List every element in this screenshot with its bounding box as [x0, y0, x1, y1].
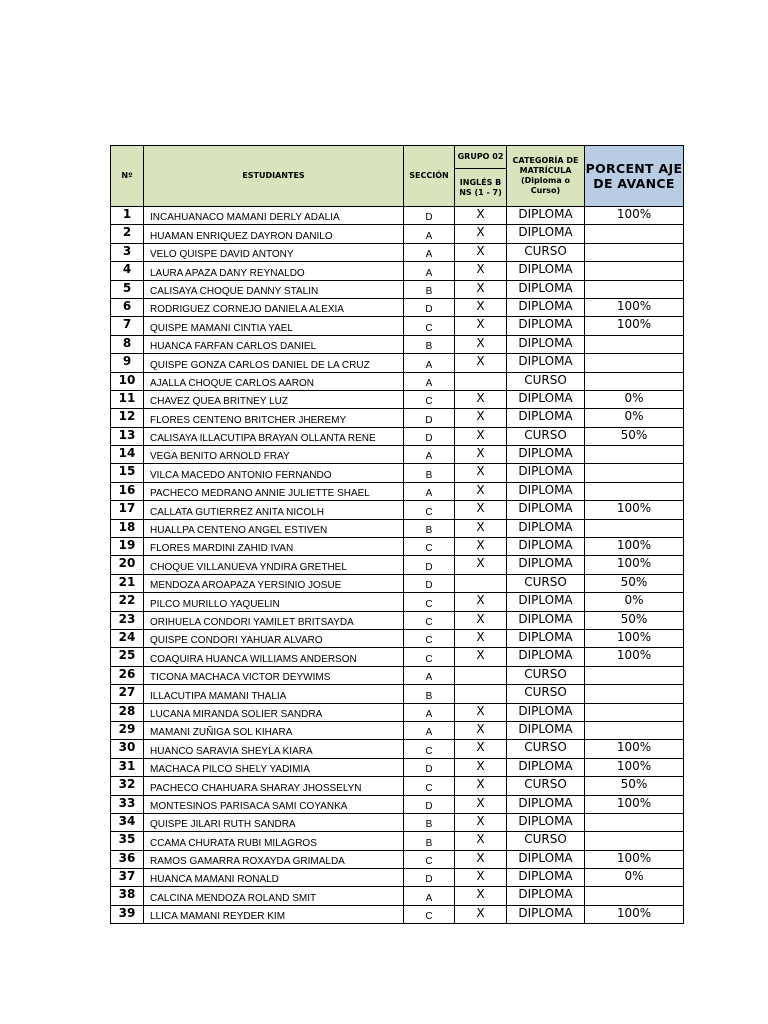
section-cell: A [404, 243, 455, 261]
student-name: PACHECO MEDRANO ANNIE JULIETTE SHAEL [144, 482, 404, 500]
section-cell: D [404, 409, 455, 427]
row-number: 25 [111, 648, 144, 666]
category-cell: DIPLOMA [507, 795, 585, 813]
section-cell: C [404, 501, 455, 519]
row-number: 6 [111, 298, 144, 316]
progress-percent: 100% [585, 795, 684, 813]
row-number: 2 [111, 225, 144, 243]
row-number: 37 [111, 869, 144, 887]
category-cell: DIPLOMA [507, 629, 585, 647]
progress-percent: 100% [585, 629, 684, 647]
progress-percent [585, 813, 684, 831]
group-mark: X [455, 482, 507, 500]
student-name: CALISAYA CHOQUE DANNY STALIN [144, 280, 404, 298]
row-number: 5 [111, 280, 144, 298]
section-cell: C [404, 850, 455, 868]
category-cell: CURSO [507, 427, 585, 445]
table-row [111, 354, 684, 372]
group-mark: X [455, 556, 507, 574]
student-name: CALISAYA ILLACUTIPA BRAYAN OLLANTA RENE [144, 427, 404, 445]
row-number: 34 [111, 813, 144, 831]
section-cell: B [404, 685, 455, 703]
table-row [111, 869, 684, 887]
section-cell: C [404, 777, 455, 795]
progress-percent [585, 832, 684, 850]
section-cell: B [404, 813, 455, 831]
student-name: COAQUIRA HUANCA WILLIAMS ANDERSON [144, 648, 404, 666]
progress-percent: 100% [585, 538, 684, 556]
section-cell: A [404, 262, 455, 280]
group-mark: X [455, 409, 507, 427]
category-cell: DIPLOMA [507, 464, 585, 482]
category-cell: DIPLOMA [507, 207, 585, 225]
table-row [111, 813, 684, 831]
group-mark: X [455, 262, 507, 280]
section-cell: A [404, 446, 455, 464]
table-row [111, 721, 684, 739]
category-cell: DIPLOMA [507, 758, 585, 776]
table-row [111, 538, 684, 556]
section-cell: D [404, 795, 455, 813]
category-cell: DIPLOMA [507, 556, 585, 574]
group-mark: X [455, 758, 507, 776]
progress-percent: 0% [585, 390, 684, 408]
category-cell: CURSO [507, 666, 585, 684]
student-name: QUISPE JILARI RUTH SANDRA [144, 813, 404, 831]
section-cell: C [404, 538, 455, 556]
category-cell: DIPLOMA [507, 262, 585, 280]
table-row [111, 464, 684, 482]
section-cell: C [404, 611, 455, 629]
progress-percent: 50% [585, 611, 684, 629]
row-number: 3 [111, 243, 144, 261]
row-number: 13 [111, 427, 144, 445]
progress-percent [585, 262, 684, 280]
student-name: QUISPE MAMANI CINTIA YAEL [144, 317, 404, 335]
group-mark: X [455, 317, 507, 335]
progress-percent: 50% [585, 427, 684, 445]
table-row [111, 574, 684, 592]
table-row [111, 740, 684, 758]
progress-percent [585, 482, 684, 500]
group-mark: X [455, 446, 507, 464]
table-row [111, 795, 684, 813]
student-name: FLORES MARDINI ZAHID IVAN [144, 538, 404, 556]
group-mark: X [455, 207, 507, 225]
table-row [111, 446, 684, 464]
student-name: ORIHUELA CONDORI YAMILET BRITSAYDA [144, 611, 404, 629]
section-cell: B [404, 519, 455, 537]
group-mark: X [455, 703, 507, 721]
section-cell: D [404, 298, 455, 316]
table-row [111, 482, 684, 500]
table-row [111, 832, 684, 850]
row-number: 12 [111, 409, 144, 427]
row-number: 4 [111, 262, 144, 280]
student-name: AJALLA CHOQUE CARLOS AARON [144, 372, 404, 390]
table-row [111, 519, 684, 537]
row-number: 15 [111, 464, 144, 482]
category-cell: DIPLOMA [507, 813, 585, 831]
students-table-body [111, 207, 684, 924]
category-cell: DIPLOMA [507, 482, 585, 500]
group-mark [455, 574, 507, 592]
progress-percent: 50% [585, 574, 684, 592]
category-cell: DIPLOMA [507, 593, 585, 611]
section-cell: B [404, 280, 455, 298]
category-cell: CURSO [507, 372, 585, 390]
group-mark: X [455, 905, 507, 923]
row-number: 8 [111, 335, 144, 353]
row-number: 24 [111, 629, 144, 647]
table-row [111, 335, 684, 353]
progress-percent [585, 703, 684, 721]
header-group-bottom: INGLÉS B NS (1 - 7) [455, 169, 507, 207]
progress-percent: 50% [585, 777, 684, 795]
row-number: 39 [111, 905, 144, 923]
student-name: LUCANA MIRANDA SOLIER SANDRA [144, 703, 404, 721]
group-mark [455, 685, 507, 703]
progress-percent [585, 280, 684, 298]
row-number: 26 [111, 666, 144, 684]
table-row [111, 850, 684, 868]
group-mark: X [455, 538, 507, 556]
progress-percent [585, 446, 684, 464]
progress-percent [585, 887, 684, 905]
section-cell: A [404, 666, 455, 684]
category-cell: DIPLOMA [507, 648, 585, 666]
group-mark: X [455, 335, 507, 353]
progress-percent: 100% [585, 740, 684, 758]
student-name: CHAVEZ QUEA BRITNEY LUZ [144, 390, 404, 408]
student-name: HUANCA FARFAN CARLOS DANIEL [144, 335, 404, 353]
progress-percent: 100% [585, 501, 684, 519]
progress-percent: 100% [585, 317, 684, 335]
header-section: SECCIÓN [404, 146, 455, 207]
progress-percent: 100% [585, 556, 684, 574]
category-cell: DIPLOMA [507, 354, 585, 372]
student-name: MAMANI ZUÑIGA SOL KIHARA [144, 721, 404, 739]
category-cell: DIPLOMA [507, 501, 585, 519]
row-number: 36 [111, 850, 144, 868]
category-cell: CURSO [507, 832, 585, 850]
progress-percent [585, 464, 684, 482]
group-mark: X [455, 795, 507, 813]
category-cell: DIPLOMA [507, 519, 585, 537]
table-row [111, 593, 684, 611]
header-percent: PORCENT AJE DE AVANCE [585, 146, 684, 207]
student-name: HUALLPA CENTENO ANGEL ESTIVEN [144, 519, 404, 537]
category-cell: DIPLOMA [507, 538, 585, 556]
table-row [111, 556, 684, 574]
row-number: 16 [111, 482, 144, 500]
category-cell: CURSO [507, 243, 585, 261]
student-name: MACHACA PILCO SHELY YADIMIA [144, 758, 404, 776]
table-row [111, 317, 684, 335]
progress-percent: 100% [585, 850, 684, 868]
table-row [111, 409, 684, 427]
group-mark: X [455, 611, 507, 629]
progress-percent [585, 225, 684, 243]
student-name: HUANCA MAMANI RONALD [144, 869, 404, 887]
section-cell: A [404, 482, 455, 500]
section-cell: C [404, 740, 455, 758]
progress-percent: 100% [585, 207, 684, 225]
student-name: HUAMAN ENRIQUEZ DAYRON DANILO [144, 225, 404, 243]
category-cell: DIPLOMA [507, 280, 585, 298]
row-number: 33 [111, 795, 144, 813]
group-mark: X [455, 519, 507, 537]
student-name: QUISPE GONZA CARLOS DANIEL DE LA CRUZ [144, 354, 404, 372]
header-students: ESTUDIANTES [144, 146, 404, 207]
header-group-top: GRUPO 02 [455, 146, 507, 169]
row-number: 1 [111, 207, 144, 225]
row-number: 14 [111, 446, 144, 464]
section-cell: A [404, 225, 455, 243]
group-mark: X [455, 777, 507, 795]
category-cell: DIPLOMA [507, 409, 585, 427]
progress-percent: 100% [585, 905, 684, 923]
category-cell: DIPLOMA [507, 869, 585, 887]
progress-percent [585, 666, 684, 684]
progress-percent [585, 685, 684, 703]
row-number: 29 [111, 721, 144, 739]
section-cell: B [404, 832, 455, 850]
student-name: TICONA MACHACA VICTOR DEYWIMS [144, 666, 404, 684]
progress-percent [585, 519, 684, 537]
group-mark [455, 666, 507, 684]
student-name: CALCINA MENDOZA ROLAND SMIT [144, 887, 404, 905]
table-row [111, 703, 684, 721]
row-number: 30 [111, 740, 144, 758]
progress-percent [585, 721, 684, 739]
category-cell: DIPLOMA [507, 390, 585, 408]
section-cell: C [404, 629, 455, 647]
section-cell: C [404, 905, 455, 923]
category-cell: DIPLOMA [507, 905, 585, 923]
group-mark: X [455, 225, 507, 243]
table-row [111, 390, 684, 408]
group-mark: X [455, 464, 507, 482]
table-row [111, 758, 684, 776]
student-name: INCAHUANACO MAMANI DERLY ADALIA [144, 207, 404, 225]
row-number: 28 [111, 703, 144, 721]
progress-percent: 0% [585, 409, 684, 427]
group-mark: X [455, 869, 507, 887]
student-name: QUISPE CONDORI YAHUAR ALVARO [144, 629, 404, 647]
header-num: Nº [111, 146, 144, 207]
group-mark: X [455, 832, 507, 850]
student-name: RODRIGUEZ CORNEJO DANIELA ALEXIA [144, 298, 404, 316]
progress-percent [585, 354, 684, 372]
section-cell: C [404, 648, 455, 666]
student-name: MONTESINOS PARISACA SAMI COYANKA [144, 795, 404, 813]
progress-percent [585, 335, 684, 353]
header-category: CATEGORÍA DE MATRÍCULA (Diploma o Curso) [507, 146, 585, 207]
category-cell: DIPLOMA [507, 335, 585, 353]
section-cell: A [404, 721, 455, 739]
student-name: CCAMA CHURATA RUBI MILAGROS [144, 832, 404, 850]
progress-percent: 0% [585, 869, 684, 887]
section-cell: D [404, 574, 455, 592]
progress-percent: 100% [585, 758, 684, 776]
row-number: 7 [111, 317, 144, 335]
section-cell: D [404, 207, 455, 225]
category-cell: DIPLOMA [507, 887, 585, 905]
table-row [111, 243, 684, 261]
group-mark: X [455, 298, 507, 316]
row-number: 9 [111, 354, 144, 372]
group-mark: X [455, 354, 507, 372]
section-cell: D [404, 758, 455, 776]
row-number: 32 [111, 777, 144, 795]
table-row [111, 611, 684, 629]
student-name: HUANCO SARAVIA SHEYLA KIARA [144, 740, 404, 758]
group-mark: X [455, 593, 507, 611]
group-mark: X [455, 501, 507, 519]
student-name: RAMOS GAMARRA ROXAYDA GRIMALDA [144, 850, 404, 868]
table-row [111, 207, 684, 225]
category-cell: CURSO [507, 574, 585, 592]
student-name: CHOQUE VILLANUEVA YNDIRA GRETHEL [144, 556, 404, 574]
student-name: MENDOZA AROAPAZA YERSINIO JOSUE [144, 574, 404, 592]
table-row [111, 777, 684, 795]
row-number: 17 [111, 501, 144, 519]
row-number: 11 [111, 390, 144, 408]
row-number: 20 [111, 556, 144, 574]
group-mark: X [455, 740, 507, 758]
table-row [111, 905, 684, 923]
category-cell: DIPLOMA [507, 721, 585, 739]
table-row [111, 298, 684, 316]
category-cell: DIPLOMA [507, 850, 585, 868]
section-cell: C [404, 390, 455, 408]
row-number: 22 [111, 593, 144, 611]
group-mark: X [455, 887, 507, 905]
section-cell: C [404, 593, 455, 611]
group-mark: X [455, 243, 507, 261]
student-name: VELO QUISPE DAVID ANTONY [144, 243, 404, 261]
row-number: 21 [111, 574, 144, 592]
category-cell: DIPLOMA [507, 225, 585, 243]
student-name: PILCO MURILLO YAQUELIN [144, 593, 404, 611]
category-cell: DIPLOMA [507, 446, 585, 464]
student-name: VEGA BENITO ARNOLD FRAY [144, 446, 404, 464]
student-name: FLORES CENTENO BRITCHER JHEREMY [144, 409, 404, 427]
section-cell: A [404, 354, 455, 372]
row-number: 10 [111, 372, 144, 390]
progress-percent: 100% [585, 648, 684, 666]
row-number: 19 [111, 538, 144, 556]
group-mark: X [455, 390, 507, 408]
student-name: LLICA MAMANI REYDER KIM [144, 905, 404, 923]
row-number: 35 [111, 832, 144, 850]
table-row [111, 372, 684, 390]
progress-percent [585, 243, 684, 261]
category-cell: CURSO [507, 685, 585, 703]
table-row [111, 501, 684, 519]
row-number: 38 [111, 887, 144, 905]
section-cell: A [404, 887, 455, 905]
group-mark: X [455, 813, 507, 831]
group-mark: X [455, 850, 507, 868]
progress-percent: 0% [585, 593, 684, 611]
student-name: ILLACUTIPA MAMANI THALIA [144, 685, 404, 703]
table-row [111, 280, 684, 298]
section-cell: B [404, 335, 455, 353]
progress-percent: 100% [585, 298, 684, 316]
table-row [111, 225, 684, 243]
category-cell: DIPLOMA [507, 317, 585, 335]
row-number: 27 [111, 685, 144, 703]
group-mark: X [455, 648, 507, 666]
group-mark [455, 372, 507, 390]
category-cell: CURSO [507, 740, 585, 758]
section-cell: D [404, 869, 455, 887]
table-row [111, 648, 684, 666]
student-name: VILCA MACEDO ANTONIO FERNANDO [144, 464, 404, 482]
table-row [111, 685, 684, 703]
section-cell: D [404, 427, 455, 445]
section-cell: B [404, 464, 455, 482]
section-cell: A [404, 703, 455, 721]
table-row [111, 629, 684, 647]
category-cell: DIPLOMA [507, 298, 585, 316]
category-cell: DIPLOMA [507, 611, 585, 629]
category-cell: CURSO [507, 777, 585, 795]
row-number: 23 [111, 611, 144, 629]
category-cell: DIPLOMA [507, 703, 585, 721]
students-table [110, 145, 684, 924]
group-mark: X [455, 629, 507, 647]
group-mark: X [455, 721, 507, 739]
student-name: LAURA APAZA DANY REYNALDO [144, 262, 404, 280]
section-cell: C [404, 317, 455, 335]
section-cell: D [404, 556, 455, 574]
table-row [111, 427, 684, 445]
table-row [111, 887, 684, 905]
group-mark: X [455, 280, 507, 298]
group-mark: X [455, 427, 507, 445]
table-row [111, 666, 684, 684]
row-number: 31 [111, 758, 144, 776]
student-name: CALLATA GUTIERREZ ANITA NICOLH [144, 501, 404, 519]
section-cell: A [404, 372, 455, 390]
student-name: PACHECO CHAHUARA SHARAY JHOSSELYN [144, 777, 404, 795]
table-row [111, 262, 684, 280]
progress-percent [585, 372, 684, 390]
row-number: 18 [111, 519, 144, 537]
